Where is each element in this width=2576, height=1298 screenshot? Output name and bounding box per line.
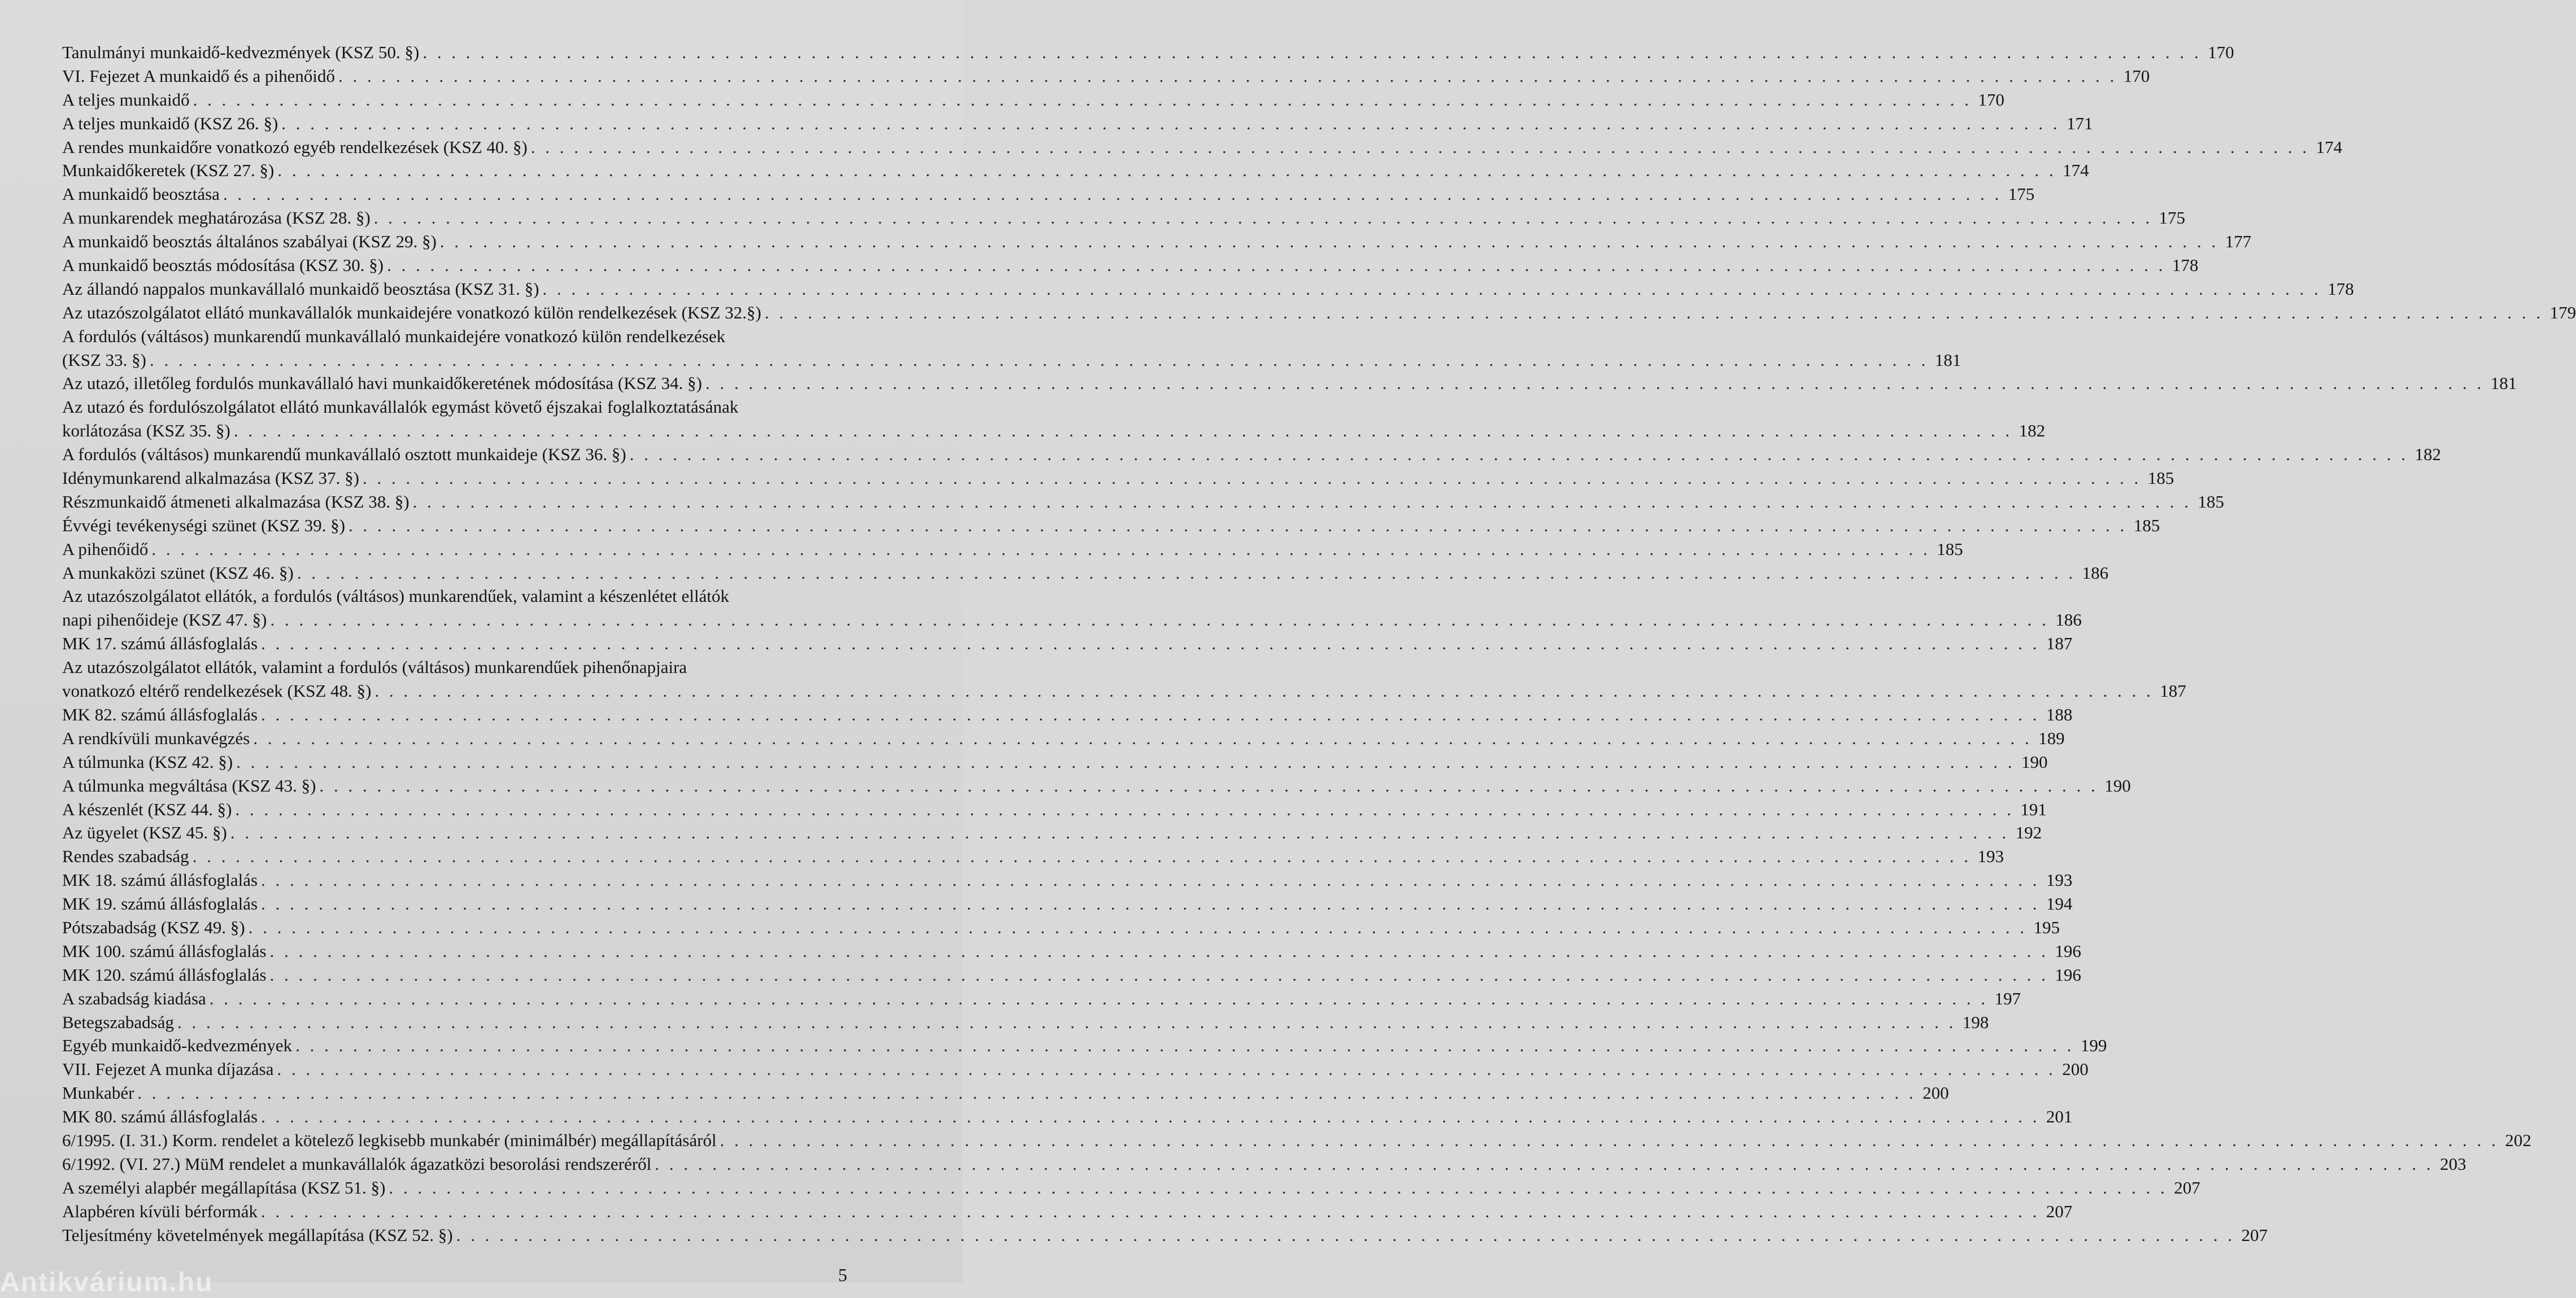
dot-leader (297, 561, 2076, 585)
toc-entry-page: 200 (1923, 1083, 1949, 1103)
dot-leader (422, 41, 2201, 64)
toc-entry-title: VII. Fejezet A munka díjazása (62, 1059, 274, 1080)
toc-entry-page: 193 (1977, 846, 2004, 867)
toc-entry (62, 987, 2021, 1011)
toc-entry-title: A túlmunka megváltása (KSZ 43. §) (62, 775, 316, 796)
toc-entry-page: 186 (2082, 562, 2109, 583)
toc-entry-title: A szabadság kiadása (62, 988, 206, 1008)
toc-entry (62, 1057, 2089, 1081)
toc-entry-page: 207 (2174, 1177, 2200, 1198)
toc-entry (62, 1223, 2268, 1247)
toc-entry-title: korlátozása (KSZ 35. §) (62, 421, 230, 441)
toc-entry-title: (KSZ 33. §) (62, 349, 146, 370)
toc-entry (62, 443, 2441, 466)
toc-entry-page: 196 (2055, 964, 2081, 985)
toc-entry-page: 171 (2067, 113, 2093, 133)
toc-entry-title: Rendes szabadság (62, 846, 189, 867)
toc-entry-page: 185 (2198, 491, 2224, 512)
dot-leader (210, 987, 1988, 1011)
toc-entry-title: 6/1995. (I. 31.) Korm. rendelet a kötelező legkisebb munkabér (minimálbér) megállapításáról (62, 1130, 717, 1150)
toc-entry-page: 191 (2020, 799, 2047, 819)
toc-entry (62, 230, 2252, 254)
toc-entry-page: 189 (2038, 728, 2065, 748)
dot-leader (261, 1105, 2039, 1129)
toc-entry-title: A rendes munkaidőre vonatkozó egyéb rendelkezések (KSZ 40. §) (62, 137, 528, 157)
dot-leader (150, 348, 1928, 372)
toc-entry-title: VI. Fejezet A munkaidő és a pihenőidő (62, 65, 335, 86)
toc-entry (62, 939, 2081, 963)
toc-entry-page: 207 (2046, 1201, 2073, 1221)
toc-entry (62, 774, 2131, 798)
dot-leader (348, 514, 2127, 537)
toc-entry-title: Az állandó nappalos munkavállaló munkaidő beosztása (KSZ 31. §) (62, 278, 539, 299)
toc-entry (62, 466, 2174, 490)
dot-leader (270, 963, 2048, 987)
dot-leader (389, 1176, 2167, 1200)
dot-leader (270, 608, 2048, 632)
toc-entry (62, 41, 2234, 64)
toc-entry (62, 112, 2093, 136)
toc-entry (62, 868, 2073, 892)
toc-entry (62, 419, 2046, 443)
toc-entry (62, 632, 2073, 655)
toc-entry (62, 348, 1962, 372)
toc-entry-title: A munkaközi szünet (KSZ 46. §) (62, 562, 294, 583)
dot-leader (235, 798, 2013, 821)
toc-entry-title: Az utazószolgálatot ellátók, a fordulós (váltásos) munkarendűek, valamint a készenlétet ellátók (62, 586, 730, 606)
toc-entry-page: 203 (2440, 1153, 2466, 1174)
toc-entry-title: Betegszabadság (62, 1012, 174, 1032)
toc-entry-page: 194 (2046, 894, 2073, 914)
toc-entry-title: Munkaidőkeretek (KSZ 27. §) (62, 160, 274, 181)
dot-leader (277, 159, 2056, 182)
dot-leader (223, 182, 2002, 206)
toc-entry-title: Az utazó és fordulószolgálatot ellátó munkavállalók egymást követő éjszakai foglalkoztatásának (62, 397, 739, 417)
dot-leader (230, 821, 2009, 845)
toc-entry-title: Pótszabadság (KSZ 49. §) (62, 917, 245, 937)
dot-leader (319, 774, 2098, 798)
toc-entry-title: MK 18. számú állásfoglalás (62, 870, 258, 890)
toc-entry (62, 821, 2042, 845)
toc-entry-title: A rendkívüli munkavégzés (62, 728, 250, 748)
toc-entry (62, 159, 2089, 182)
toc-entry (62, 64, 2150, 88)
toc-entry-title: MK 17. számú állásfoglalás (62, 633, 258, 654)
dot-leader (193, 88, 1972, 112)
toc-entry (62, 1152, 2466, 1176)
toc-entry (62, 750, 2048, 774)
toc-entry (62, 963, 2081, 987)
toc-entry-page: 174 (2316, 137, 2343, 157)
toc-entry (62, 1034, 2107, 1057)
toc-entry-page: 187 (2160, 681, 2186, 701)
toc-entry (62, 1176, 2200, 1200)
dot-leader (253, 727, 2032, 750)
toc-entry-title: Az ügyelet (KSZ 45. §) (62, 823, 227, 843)
toc-entry-page: 192 (2015, 823, 2042, 843)
toc-entry (62, 182, 2035, 206)
toc-entry (62, 798, 2047, 821)
toc-entry (62, 679, 2186, 703)
toc-entry (62, 1129, 2531, 1152)
toc-entry-title: vonatkozó eltérő rendelkezések (KSZ 48. §) (62, 681, 372, 701)
toc-entry-title: MK 100. számú állásfoglalás (62, 941, 267, 961)
toc-entry-page: 198 (1962, 1012, 1989, 1032)
toc-entry-page: 185 (1937, 539, 1963, 559)
dot-leader (249, 916, 2027, 939)
toc-entry-title: MK 19. számú állásfoglalás (62, 894, 258, 914)
toc-entry-page: 174 (2063, 160, 2089, 181)
toc-entry-title: A munkarendek meghatározása (KSZ 28. §) (62, 208, 371, 228)
toc-entry (62, 916, 2060, 939)
toc-entry-title: MK 80. számú állásfoglalás (62, 1107, 258, 1127)
toc-entry-title: A munkaidő beosztás módosítása (KSZ 30. §) (62, 255, 384, 276)
toc-entry (62, 1105, 2073, 1129)
toc-entry-page: 186 (2055, 610, 2082, 630)
dot-leader (630, 443, 2408, 466)
dot-leader (413, 490, 2191, 514)
toc-entry-title: A fordulós (váltásos) munkarendű munkavállaló osztott munkaideje (KSZ 36. §) (62, 444, 626, 465)
toc-entry-title: A munkaidő beosztás általános szabályai (KSZ 29. §) (62, 231, 437, 252)
toc-entry (62, 1011, 1989, 1034)
dot-leader (531, 136, 2309, 159)
toc-entry-title: Tanulmányi munkaidő-kedvezmények (KSZ 50. §) (62, 42, 420, 62)
toc-entry-title: Egyéb munkaidő-kedvezmények (62, 1035, 293, 1056)
toc-entry-title: MK 120. számú állásfoglalás (62, 964, 267, 985)
toc-entry-title: Munkabér (62, 1083, 134, 1103)
toc-entry-page: 185 (2133, 515, 2160, 535)
table-of-contents (62, 41, 2576, 1247)
toc-entry-title: A túlmunka (KSZ 42. §) (62, 751, 233, 772)
page-number: 5 (838, 1265, 847, 1285)
toc-entry-page: 202 (2505, 1130, 2531, 1150)
toc-entry (62, 301, 2576, 325)
toc-entry (62, 490, 2224, 514)
toc-entry (62, 514, 2160, 537)
toc-entry-title: Idénymunkarend alkalmazása (KSZ 37. §) (62, 468, 359, 488)
dot-leader (705, 372, 2484, 395)
toc-entry-page: 193 (2046, 870, 2073, 890)
toc-entry (62, 892, 2073, 916)
toc-entry (62, 1081, 1949, 1105)
dot-leader (236, 750, 2015, 774)
dot-leader (261, 1200, 2039, 1223)
toc-entry (62, 136, 2343, 159)
dot-leader (456, 1223, 2235, 1247)
toc-entry-page: 207 (2241, 1225, 2268, 1245)
toc-entry (62, 254, 2199, 277)
toc-entry-page: 182 (2414, 444, 2441, 465)
toc-entry (62, 584, 822, 608)
dot-leader (137, 1081, 1916, 1105)
dot-leader (338, 64, 2117, 88)
toc-entry (62, 561, 2109, 585)
toc-entry-page: 170 (2123, 65, 2150, 86)
toc-entry-title: A fordulós (váltásos) munkarendű munkavállaló munkaidejére vonatkozó külön rendelkezések (62, 326, 726, 346)
toc-entry-title: A személyi alapbér megállapítása (KSZ 51. §) (62, 1177, 386, 1198)
toc-entry-page: 199 (2080, 1035, 2107, 1056)
dot-leader (277, 1057, 2055, 1081)
dot-leader (440, 230, 2218, 254)
dot-leader (363, 466, 2141, 490)
dot-leader (295, 1034, 2074, 1057)
toc-entry-page: 190 (2104, 775, 2131, 796)
toc-entry-page: 170 (2208, 42, 2234, 62)
toc-entry-title: Az utazószolgálatot ellátók, valamint a fordulós (váltásos) munkarendűek pihenőnapjaira (62, 657, 687, 678)
toc-entry-page: 175 (2008, 184, 2035, 204)
toc-entry-title: Alapbéren kívüli bérformák (62, 1201, 258, 1221)
toc-entry-title: A teljes munkaidő (62, 89, 190, 110)
toc-entry (62, 537, 1963, 561)
toc-entry-page: 178 (2327, 278, 2354, 299)
toc-entry (62, 727, 2065, 750)
toc-entry-page: 185 (2147, 468, 2174, 488)
dot-leader (387, 254, 2165, 277)
toc-entry-title: Teljesítmény követelmények megállapítása (KSZ 52. §) (62, 1225, 453, 1245)
toc-entry-title: MK 82. számú állásfoglalás (62, 704, 258, 724)
dot-leader (177, 1011, 1956, 1034)
dot-leader (261, 868, 2039, 892)
dot-leader (720, 1129, 2499, 1152)
toc-entry-title: A készenlét (KSZ 44. §) (62, 799, 232, 819)
dot-leader (270, 939, 2048, 963)
toc-entry (62, 845, 2004, 868)
toc-entry (62, 608, 2082, 632)
toc-entry-title: A munkaidő beosztása (62, 184, 220, 204)
toc-entry-page: 175 (2159, 208, 2186, 228)
dot-leader (281, 112, 2060, 136)
toc-entry (62, 1200, 2073, 1223)
toc-entry-title: 6/1992. (VI. 27.) MüM rendelet a munkavállalók ágazatközi besorolási rendszeréről (62, 1153, 652, 1174)
toc-entry-page: 177 (2225, 231, 2252, 252)
toc-entry (62, 703, 2073, 727)
toc-entry (62, 325, 822, 348)
toc-entry-title: Részmunkaidő átmeneti alkalmazása (KSZ 38. §) (62, 491, 409, 512)
toc-entry-title: napi pihenőideje (KSZ 47. §) (62, 610, 267, 630)
toc-entry (62, 88, 2004, 112)
dot-leader (374, 206, 2152, 230)
toc-entry-page: 201 (2046, 1107, 2073, 1127)
toc-entry-title: Az utazó, illetőleg fordulós munkavállaló havi munkaidőkeretének módosítása (KSZ 34. §) (62, 373, 702, 394)
toc-entry (62, 395, 822, 419)
toc-entry-page: 190 (2021, 751, 2048, 772)
toc-entry-page: 196 (2055, 941, 2081, 961)
toc-entry-page: 187 (2046, 633, 2073, 654)
toc-entry-page: 178 (2172, 255, 2199, 276)
toc-entry-title: A teljes munkaidő (KSZ 26. §) (62, 113, 278, 133)
watermark: Antikvárium.hu (0, 1268, 213, 1297)
toc-entry-page: 200 (2062, 1059, 2089, 1080)
toc-entry-title: Az utazószolgálatot ellátó munkavállalók munkaidejére vonatkozó külön rendelkezések (KSZ 32.§) (62, 302, 761, 322)
dot-leader (261, 703, 2039, 727)
dot-leader (261, 632, 2039, 655)
dot-leader (655, 1152, 2433, 1176)
toc-entry (62, 277, 2354, 301)
toc-entry-page: 181 (1934, 349, 1962, 370)
toc-entry (62, 206, 2186, 230)
dot-leader (151, 537, 1930, 561)
dot-leader (261, 892, 2039, 916)
toc-entry-title: A pihenőidő (62, 539, 149, 559)
dot-leader (193, 845, 1971, 868)
toc-entry-page: 170 (1978, 89, 2004, 110)
toc-entry-page: 182 (2019, 421, 2046, 441)
toc-entry-page: 197 (1994, 988, 2021, 1008)
toc-entry-page: 188 (2046, 704, 2073, 724)
toc-entry-page: 179 (2549, 302, 2576, 322)
dot-leader (234, 419, 2012, 443)
toc-entry-page: 181 (2490, 373, 2517, 394)
dot-leader (765, 301, 2543, 325)
dot-leader (543, 277, 2321, 301)
toc-entry-title: Évvégi tevékenységi szünet (KSZ 39. §) (62, 515, 346, 535)
toc-entry (62, 655, 822, 679)
dot-leader (374, 679, 2153, 703)
toc-entry-page: 195 (2033, 917, 2060, 937)
toc-entry (62, 372, 2517, 395)
